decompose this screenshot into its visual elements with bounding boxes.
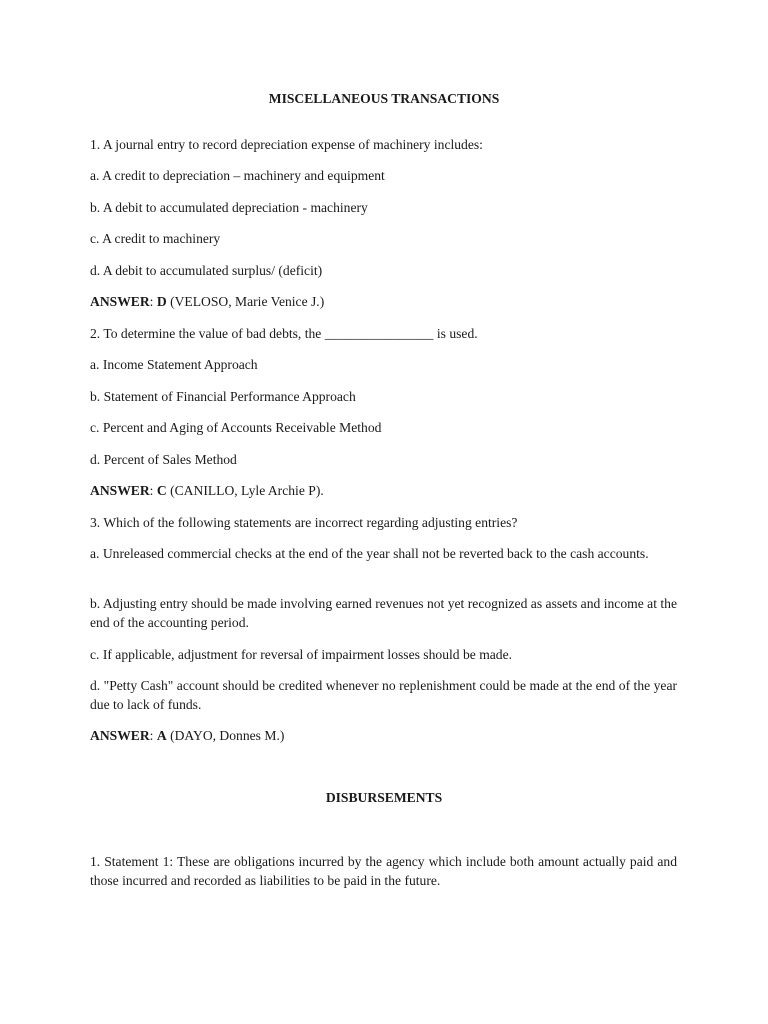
answer-credit: (VELOSO, Marie Venice J.) <box>166 294 325 309</box>
q3-answer <box>90 726 677 745</box>
q2-option-d: d. Percent of Sales Method <box>90 452 237 467</box>
answer-colon: : <box>149 294 157 309</box>
question-3: 3. Which of the following statements are incorrect regarding adjusting entries? <box>90 515 518 530</box>
question-2: 2. To determine the value of bad debts, the ________________ is used. <box>90 326 478 341</box>
section-heading-disbursements: DISBURSEMENTS <box>325 790 443 805</box>
answer-letter: A <box>156 728 167 743</box>
q1-option-a: a. A credit to depreciation – machinery and equipment <box>90 168 385 183</box>
q2-option-a: a. Income Statement Approach <box>90 357 258 372</box>
q3-option-c: c. If applicable, adjustment for reversal of impairment losses should be made. <box>90 647 513 662</box>
answer-credit: (DAYO, Donnes M.) <box>166 728 285 743</box>
answer-label: ANSWER <box>90 483 150 498</box>
q3-option-b: b. Adjusting entry should be made involving earned revenues not yet recognized as assets and income at the end of the accounting period. <box>90 596 677 630</box>
q1-option-d: d. A debit to accumulated surplus/ (deficit) <box>90 263 323 278</box>
answer-colon: : <box>149 728 157 743</box>
q1-answer <box>90 292 677 311</box>
answer-letter: C <box>156 483 167 498</box>
answer-credit: (CANILLO, Lyle Archie P). <box>166 483 324 498</box>
answer-colon: : <box>149 483 157 498</box>
answer-letter: D <box>156 294 167 309</box>
q3-option-a: a. Unreleased commercial checks at the end of the year shall not be reverted back to the cash accounts. <box>90 546 649 561</box>
q2-answer <box>90 481 677 500</box>
q2-option-b: b. Statement of Financial Performance Approach <box>90 389 356 404</box>
answer-label: ANSWER <box>90 294 150 309</box>
section-heading-miscellaneous: MISCELLANEOUS TRANSACTIONS <box>268 91 500 106</box>
q3-option-d: d. "Petty Cash" account should be credited whenever no replenishment could be made at the end of the year due to lack of funds. <box>90 678 677 712</box>
question-1: 1. A journal entry to record depreciation expense of machinery includes: <box>90 137 483 152</box>
disbursement-statement-1: 1. Statement 1: These are obligations incurred by the agency which include both amount actually paid and those incurred and recorded as liabilities to be paid in the future. <box>90 854 677 888</box>
q1-option-c: c. A credit to machinery <box>90 231 221 246</box>
answer-label: ANSWER <box>90 728 150 743</box>
q2-option-c: c. Percent and Aging of Accounts Receivable Method <box>90 420 382 435</box>
q1-option-b: b. A debit to accumulated depreciation - machinery <box>90 200 368 215</box>
